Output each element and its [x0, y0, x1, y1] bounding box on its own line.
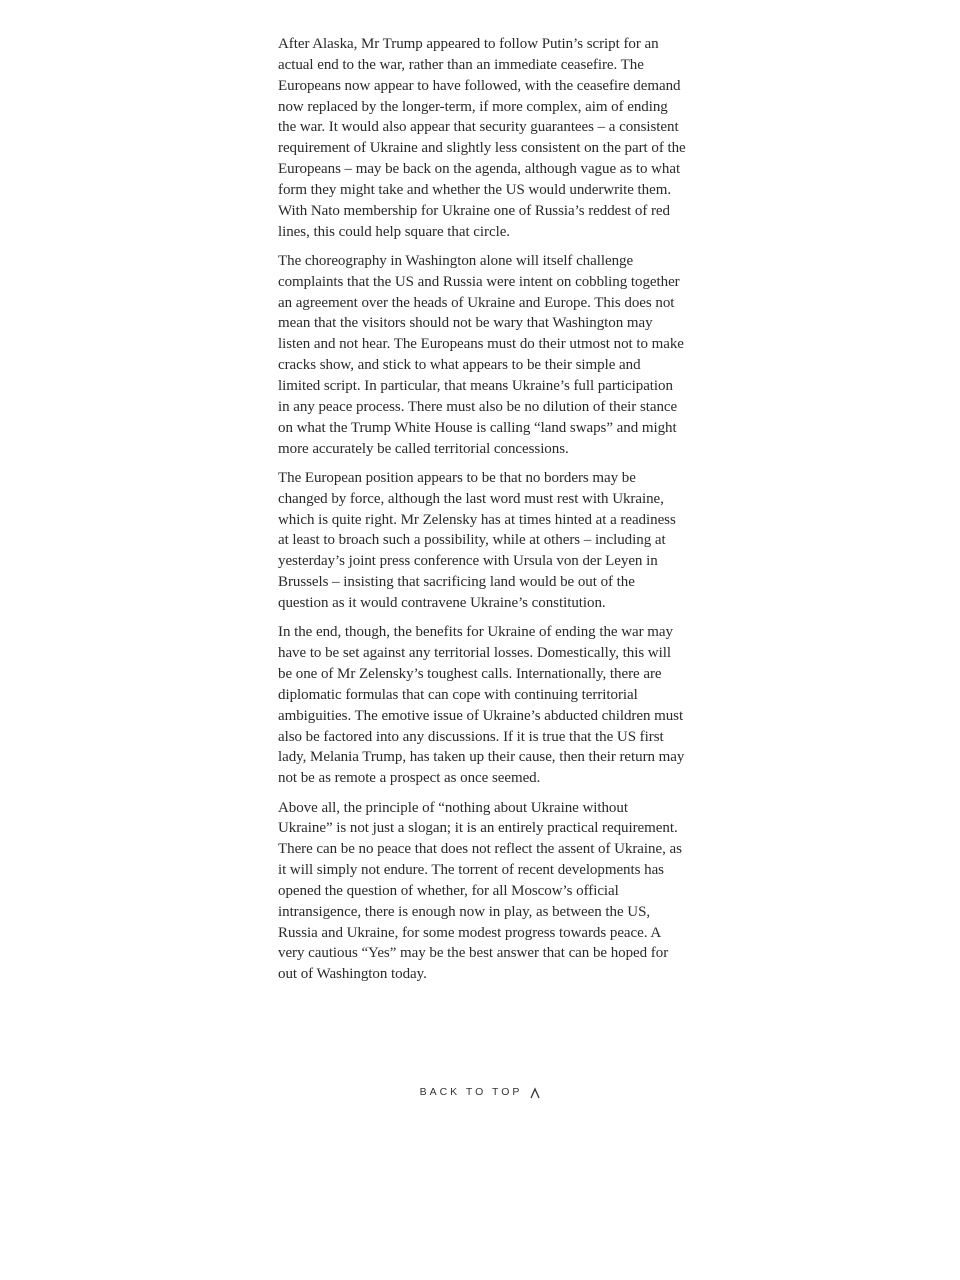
- article-body: [278, 34, 686, 994]
- caret-up-icon: [530, 1087, 540, 1099]
- article-paragraph: The European position appears to be that no borders may be changed by force, although the last word must rest with Ukraine, which is quite right. Mr Zelensky has at times hinted at a readiness at least to broach such a possibility, while at others – including at yesterday’s joint press conference with Ursula von der Leyen in Brussels – insisting that sacrificing land would be out of the question as it would contravene Ukraine’s constitution.: [278, 469, 676, 611]
- back-to-top-label: BACK TO TOP: [419, 1086, 523, 1098]
- article-paragraph: The choreography in Washington alone will itself challenge complaints that the US and Russia were intent on cobbling together an agreement over the heads of Ukraine and Europe. This does not mean that the visitors should not be wary that Washington may listen and not hear. The Europeans must do their utmost not to make cracks show, and stick to what appears to be their simple and limited script. In particular, that means Ukraine’s full participation in any peace process. There must also be no dilution of their stance on what the Trump White House is calling “land swaps” and might more accurately be called territorial concessions.: [278, 252, 684, 457]
- back-to-top-link[interactable]: [0, 1086, 960, 1098]
- article-paragraph: After Alaska, Mr Trump appeared to follow Putin’s script for an actual end to the war, rather than an immediate ceasefire. The Europeans now appear to have followed, with the ceasefire demand now replaced by the longer-term, if more complex, aim of ending the war. It would also appear that security guarantees – a consistent requirement of Ukraine and slightly less consistent on the part of the Europeans – may be back on the agenda, although vague as to what form they might take and whether the US would underwrite them. With Nato membership for Ukraine one of Russia’s reddest of red lines, this could help square that circle.: [278, 36, 686, 240]
- article-paragraph: Above all, the principle of “nothing about Ukraine without Ukraine” is not just a slogan; it is an entirely practical requirement. There can be no peace that does not reflect the assent of Ukraine, as it will simply not endure. The torrent of recent developments has opened the question of whether, for all Moscow’s official intransigence, there is enough now in play, as between the US, Russia and Ukraine, for some modest progress towards peace. A very cautious “Yes” may be the best answer that can be hoped for out of Washington today.: [278, 799, 682, 983]
- article-paragraph: In the end, though, the benefits for Ukraine of ending the war may have to be set against any territorial losses. Domestically, this will be one of Mr Zelensky’s toughest calls. Internationally, there are diplomatic formulas that can cope with continuing territorial ambiguities. The emotive issue of Ukraine’s abducted children must also be factored into any discussions. If it is true that the US first lady, Melania Trump, has taken up their cause, then their return may not be as remote a prospect as once seemed.: [278, 624, 685, 787]
